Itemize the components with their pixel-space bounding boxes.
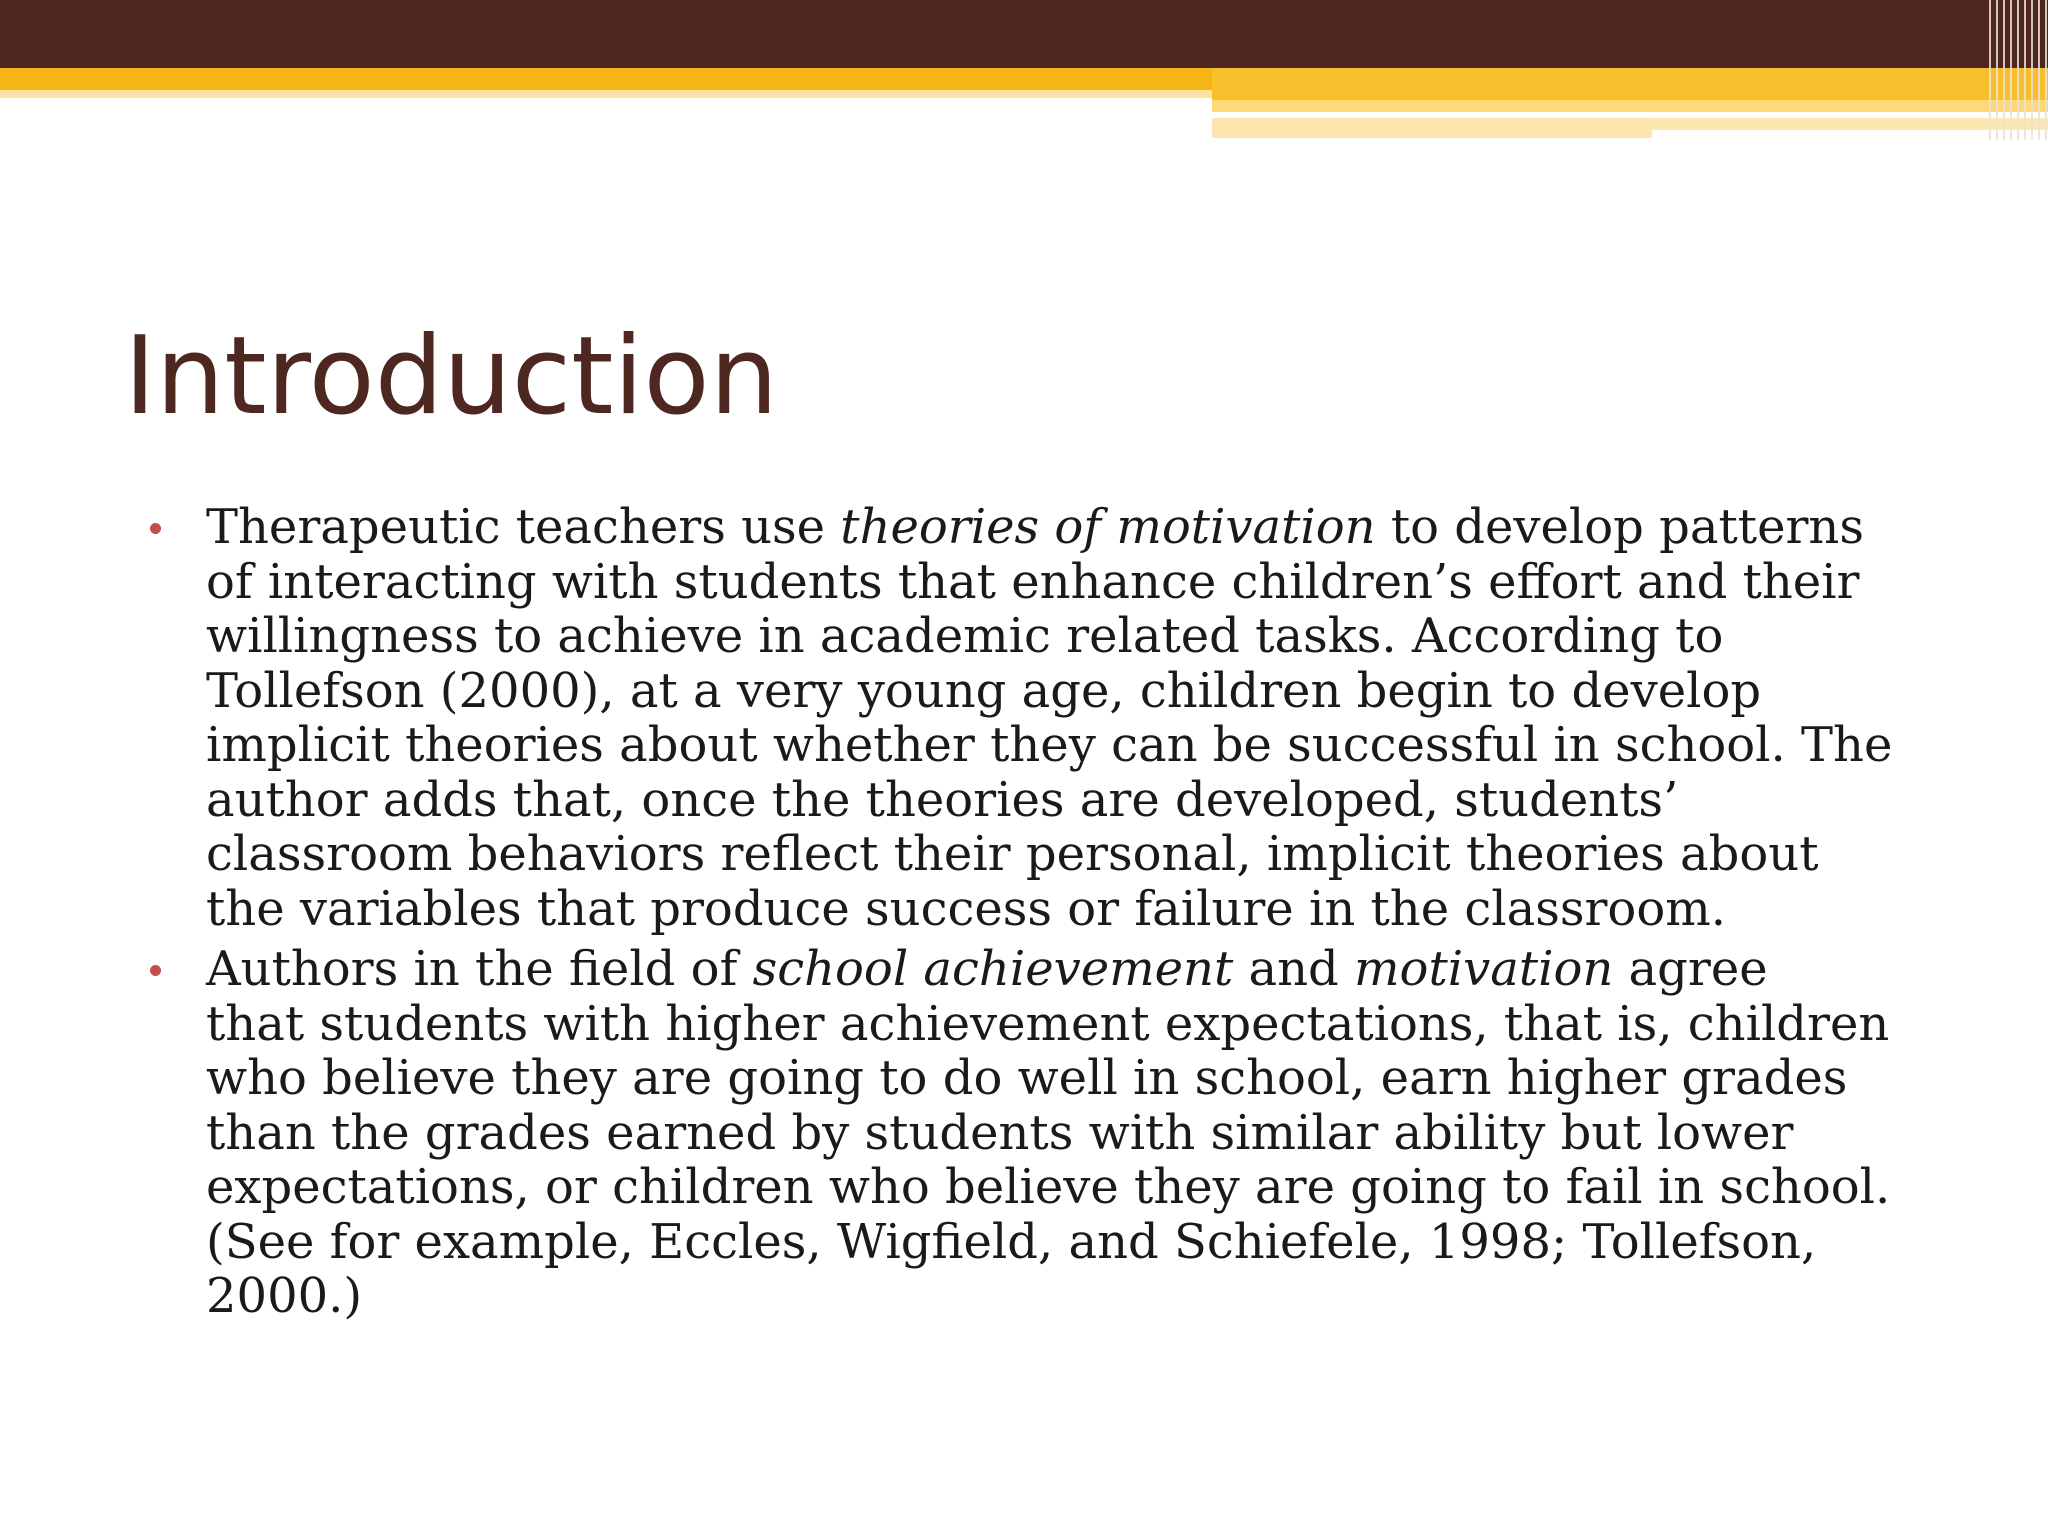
text-run: than the grades earned by students with similar ability but lower xyxy=(206,1104,1794,1161)
bullet-item-motivation-theories xyxy=(146,500,1946,936)
text-run: implicit theories about whether they can be successful in school. The xyxy=(206,717,1893,773)
text-run: Therapeutic teachers use xyxy=(206,499,841,555)
text-run: agree xyxy=(1613,941,1768,997)
text-run: Authors in the field of xyxy=(206,941,753,997)
italic-phrase: theories of motivation xyxy=(840,499,1376,555)
text-run: of interacting with students that enhance children’s effort and their xyxy=(206,553,1860,610)
text-run: the variables that produce success or failure in the classroom. xyxy=(206,880,1726,937)
bullet-dot-icon xyxy=(150,965,161,976)
header-gold-stripe xyxy=(0,68,1212,90)
bullet-text xyxy=(206,500,1946,936)
italic-phrase: school achievement xyxy=(752,941,1234,997)
bullet-line xyxy=(206,882,1946,937)
bullet-item-achievement-expectations xyxy=(146,942,1946,1324)
header-gold-stripe-right xyxy=(1212,68,2048,100)
bullet-line xyxy=(206,664,1946,719)
bullet-line xyxy=(206,773,1946,828)
text-run: and xyxy=(1233,941,1355,997)
header-band xyxy=(0,0,2048,68)
bullet-line xyxy=(206,1160,1946,1215)
bullet-line xyxy=(206,827,1946,882)
header-vertical-lines xyxy=(1984,0,2048,140)
text-run: (See for example, Eccles, Wigfield, and Schiefele, 1998; Tollefson, xyxy=(206,1213,1817,1270)
text-run: classroom behaviors reflect their personal, implicit theories about xyxy=(206,826,1819,882)
text-run: willingness to achieve in academic related tasks. According to xyxy=(206,608,1724,664)
text-run: author adds that, once the theories are developed, students’ xyxy=(206,771,1679,828)
bullet-text xyxy=(206,942,1946,1324)
bullet-line xyxy=(206,997,1946,1052)
bullet-line xyxy=(206,1269,1946,1324)
bullet-list xyxy=(146,500,1946,1330)
header-accent-stripe xyxy=(1212,100,2048,112)
bullet-line xyxy=(206,609,1946,664)
bullet-line xyxy=(206,1106,1946,1161)
text-run: that students with higher achievement expectations, that is, children xyxy=(206,995,1890,1052)
bullet-line xyxy=(206,718,1946,773)
bullet-line xyxy=(206,942,1946,997)
bullet-line xyxy=(206,1215,1946,1270)
text-run: who believe they are going to do well in school, earn higher grades xyxy=(206,1050,1848,1106)
text-run: expectations, or children who believe they are going to fail in school. xyxy=(206,1159,1891,1215)
text-run: Tollefson (2000), at a very young age, children begin to develop xyxy=(206,662,1762,719)
bullet-line xyxy=(206,555,1946,610)
text-run: to develop patterns xyxy=(1375,499,1864,555)
bullet-line xyxy=(206,500,1946,555)
bullet-line xyxy=(206,1051,1946,1106)
header-accent-stripe-lower xyxy=(1212,118,1652,138)
italic-phrase: motivation xyxy=(1354,941,1614,997)
text-run: 2000.) xyxy=(206,1268,363,1324)
header-gold-light-stripe xyxy=(0,90,1212,98)
bullet-dot-icon xyxy=(150,523,161,534)
slide-title: Introduction xyxy=(124,314,779,439)
